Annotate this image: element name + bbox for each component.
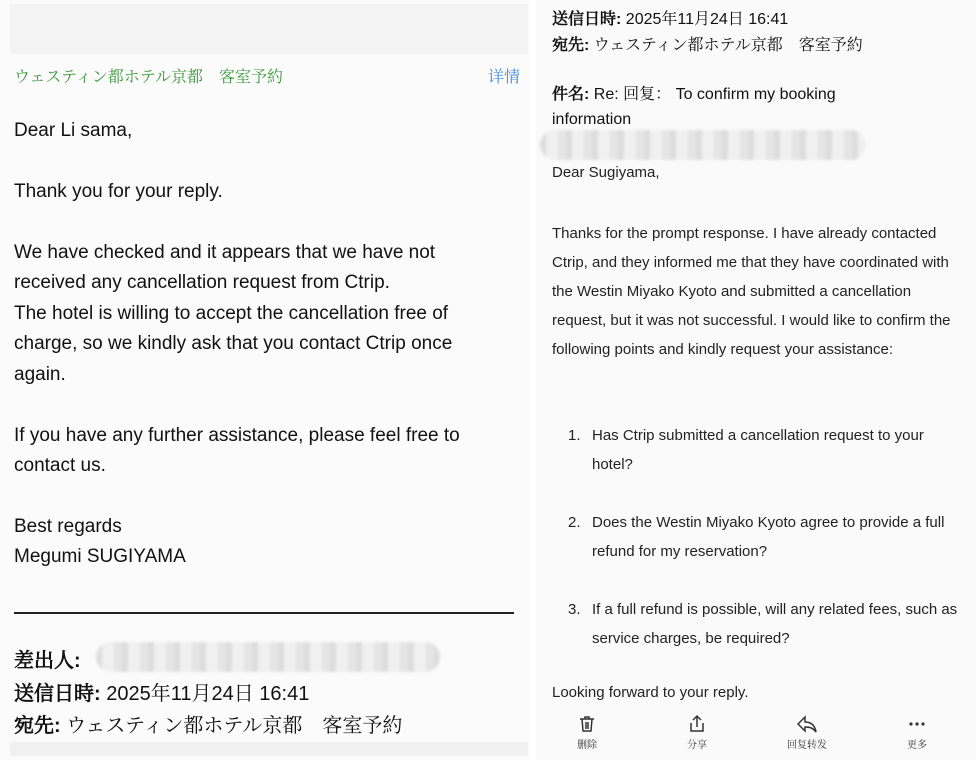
- to-value: ウェスティン都ホテル京都 客室予約: [60, 715, 403, 737]
- reply-forward-label: 回复转发: [787, 740, 827, 751]
- subject-line: [552, 82, 882, 132]
- list-item-text: Does the Westin Miyako Kyoto agree to provide a full refund for my reservation?: [592, 514, 945, 560]
- more-button[interactable]: [882, 714, 952, 751]
- closing-line: Looking forward to your reply.: [552, 684, 749, 701]
- list-item-text: Has Ctrip submitted a cancellation request to your hotel?: [592, 427, 924, 473]
- list-item-number: 1.: [568, 427, 581, 444]
- sender-name[interactable]: ウェスティン都ホテル京都 客室予約: [14, 69, 283, 86]
- signoff-line: Best regards: [14, 516, 122, 537]
- list-item-number: 2.: [568, 514, 581, 531]
- right-email-panel: [536, 0, 976, 760]
- greeting-line: Dear Sugiyama,: [552, 164, 660, 181]
- body-line: If you have any further assistance, please feel free to: [14, 425, 460, 446]
- body-paragraph: Thanks for the prompt response. I have already contacted Ctrip, and they informed me that they have coordinated with the Westin Miyako Kyoto and submitted a cancellation request, but it was not successful. I would like to confirm the following points and kindly request your assistance:: [552, 225, 951, 358]
- sent-line: [14, 677, 309, 706]
- delete-button[interactable]: [552, 714, 622, 751]
- body-line: Thank you for your reply.: [14, 181, 223, 202]
- body-line: We have checked and it appears that we have not: [14, 242, 436, 263]
- list-item-text: If a full refund is possible, will any related fees, such as service charges, be required?: [592, 601, 958, 647]
- share-label: 分享: [687, 740, 707, 751]
- list-item-number: 3.: [568, 601, 581, 618]
- share-icon: [687, 714, 707, 734]
- from-line: [14, 644, 81, 673]
- to-line: [14, 709, 402, 738]
- bottom-strip: [10, 742, 528, 756]
- details-link[interactable]: 详情: [487, 69, 520, 86]
- sent-value: 2025年11月24日 16:41: [100, 683, 310, 705]
- sent-label: 送信日時:: [552, 11, 622, 28]
- sender-row: [14, 64, 520, 88]
- reply-icon: [796, 714, 818, 734]
- body-line: The hotel is willing to accept the cancellation free of: [14, 303, 449, 324]
- signature-name: Megumi SUGIYAMA: [14, 546, 186, 567]
- trash-icon: [577, 714, 597, 734]
- reply-forward-button[interactable]: [772, 714, 842, 751]
- to-line: [552, 32, 863, 55]
- redacted-sender: [96, 642, 440, 672]
- body-line: charge, so we kindly ask that you contact Ctrip once: [14, 333, 453, 354]
- sent-label: 送信日時:: [14, 683, 101, 705]
- from-label: 差出人:: [14, 650, 81, 672]
- header-area: [10, 4, 528, 54]
- body-line: received any cancellation request from Ctrip.: [14, 272, 390, 293]
- body-line: again.: [14, 364, 66, 385]
- body-line: contact us.: [14, 455, 106, 476]
- subject-value: Re: 回复： To confirm my booking information: [552, 86, 836, 128]
- to-label: 宛先:: [14, 715, 61, 737]
- redacted-recipient: [540, 130, 866, 160]
- sent-value: 2025年11月24日 16:41: [621, 11, 789, 28]
- more-icon: [907, 714, 927, 734]
- bottom-toolbar: [536, 708, 976, 760]
- to-value: ウェスティン都ホテル京都 客室予約: [589, 37, 863, 54]
- more-label: 更多: [907, 740, 927, 751]
- share-button[interactable]: [662, 714, 732, 751]
- quote-divider: [14, 612, 514, 614]
- sent-line: [552, 6, 788, 29]
- subject-label: 件名:: [552, 86, 590, 103]
- to-label: 宛先:: [552, 37, 590, 54]
- greeting-line: Dear Li sama,: [14, 120, 133, 141]
- delete-label: 删除: [577, 740, 597, 751]
